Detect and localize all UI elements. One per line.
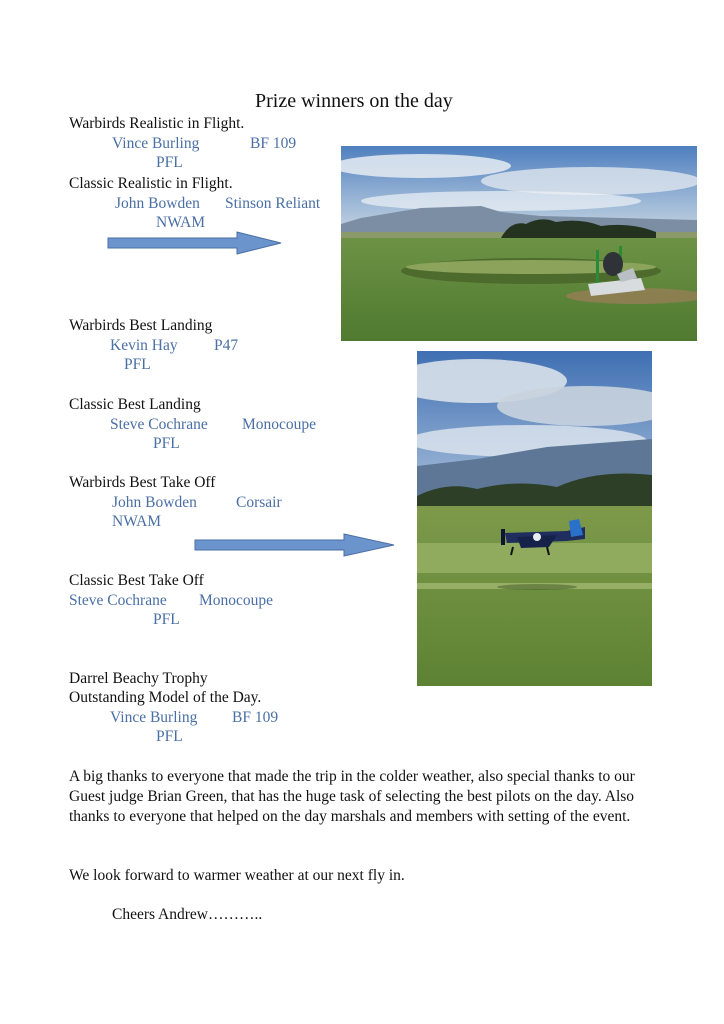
signoff: Cheers Andrew………..	[112, 906, 263, 923]
award-category: Warbirds Realistic in Flight.	[69, 115, 245, 132]
award-category: Classic Best Landing	[69, 396, 201, 413]
award-category: Warbirds Best Take Off	[69, 474, 216, 491]
winner-name: Vince Burling	[112, 135, 200, 152]
winner-name: John Bowden	[112, 494, 197, 511]
winner-club: PFL	[156, 728, 183, 745]
airfield-photo-landing	[341, 146, 697, 341]
thanks-paragraph: A big thanks to everyone that made the trip in the colder weather, also special thanks to our Guest judge Brian Green, that has the huge task of selecting the best pilots on the day. Also thanks to everyone that helped on the day marshals and members with setting of the event.	[69, 768, 635, 825]
winner-model: BF 109	[250, 135, 297, 152]
corsair-takeoff-photo	[417, 351, 652, 686]
winner-club: NWAM	[112, 513, 162, 530]
winner-name: John Bowden	[115, 195, 200, 212]
winner-model: Stinson Reliant	[225, 195, 321, 212]
winner-name: Vince Burling	[110, 709, 198, 726]
winner-model: Monocoupe	[242, 416, 317, 433]
award-subtitle: Outstanding Model of the Day.	[69, 689, 262, 706]
winner-model: P47	[214, 337, 239, 354]
page-title: Prize winners on the day	[255, 90, 453, 112]
award-category: Classic Best Take Off	[69, 572, 204, 589]
arrow-right-icon	[107, 231, 283, 255]
winner-club: PFL	[153, 435, 180, 452]
award-category: Classic Realistic in Flight.	[69, 175, 233, 192]
winner-club: PFL	[124, 356, 151, 373]
winner-club: PFL	[156, 154, 183, 171]
arrow-right-icon	[194, 533, 396, 557]
award-category: Warbirds Best Landing	[69, 317, 213, 334]
winner-model: Corsair	[236, 494, 282, 511]
winner-club: NWAM	[156, 214, 206, 231]
winner-model: Monocoupe	[199, 592, 274, 609]
winner-name: Kevin Hay	[110, 337, 178, 354]
winner-model: BF 109	[232, 709, 279, 726]
closing-paragraph: We look forward to warmer weather at our next fly in.	[69, 867, 405, 884]
award-category: Darrel Beachy Trophy	[69, 670, 208, 687]
winner-name: Steve Cochrane	[69, 592, 167, 609]
winner-club: PFL	[153, 611, 180, 628]
winner-name: Steve Cochrane	[110, 416, 208, 433]
